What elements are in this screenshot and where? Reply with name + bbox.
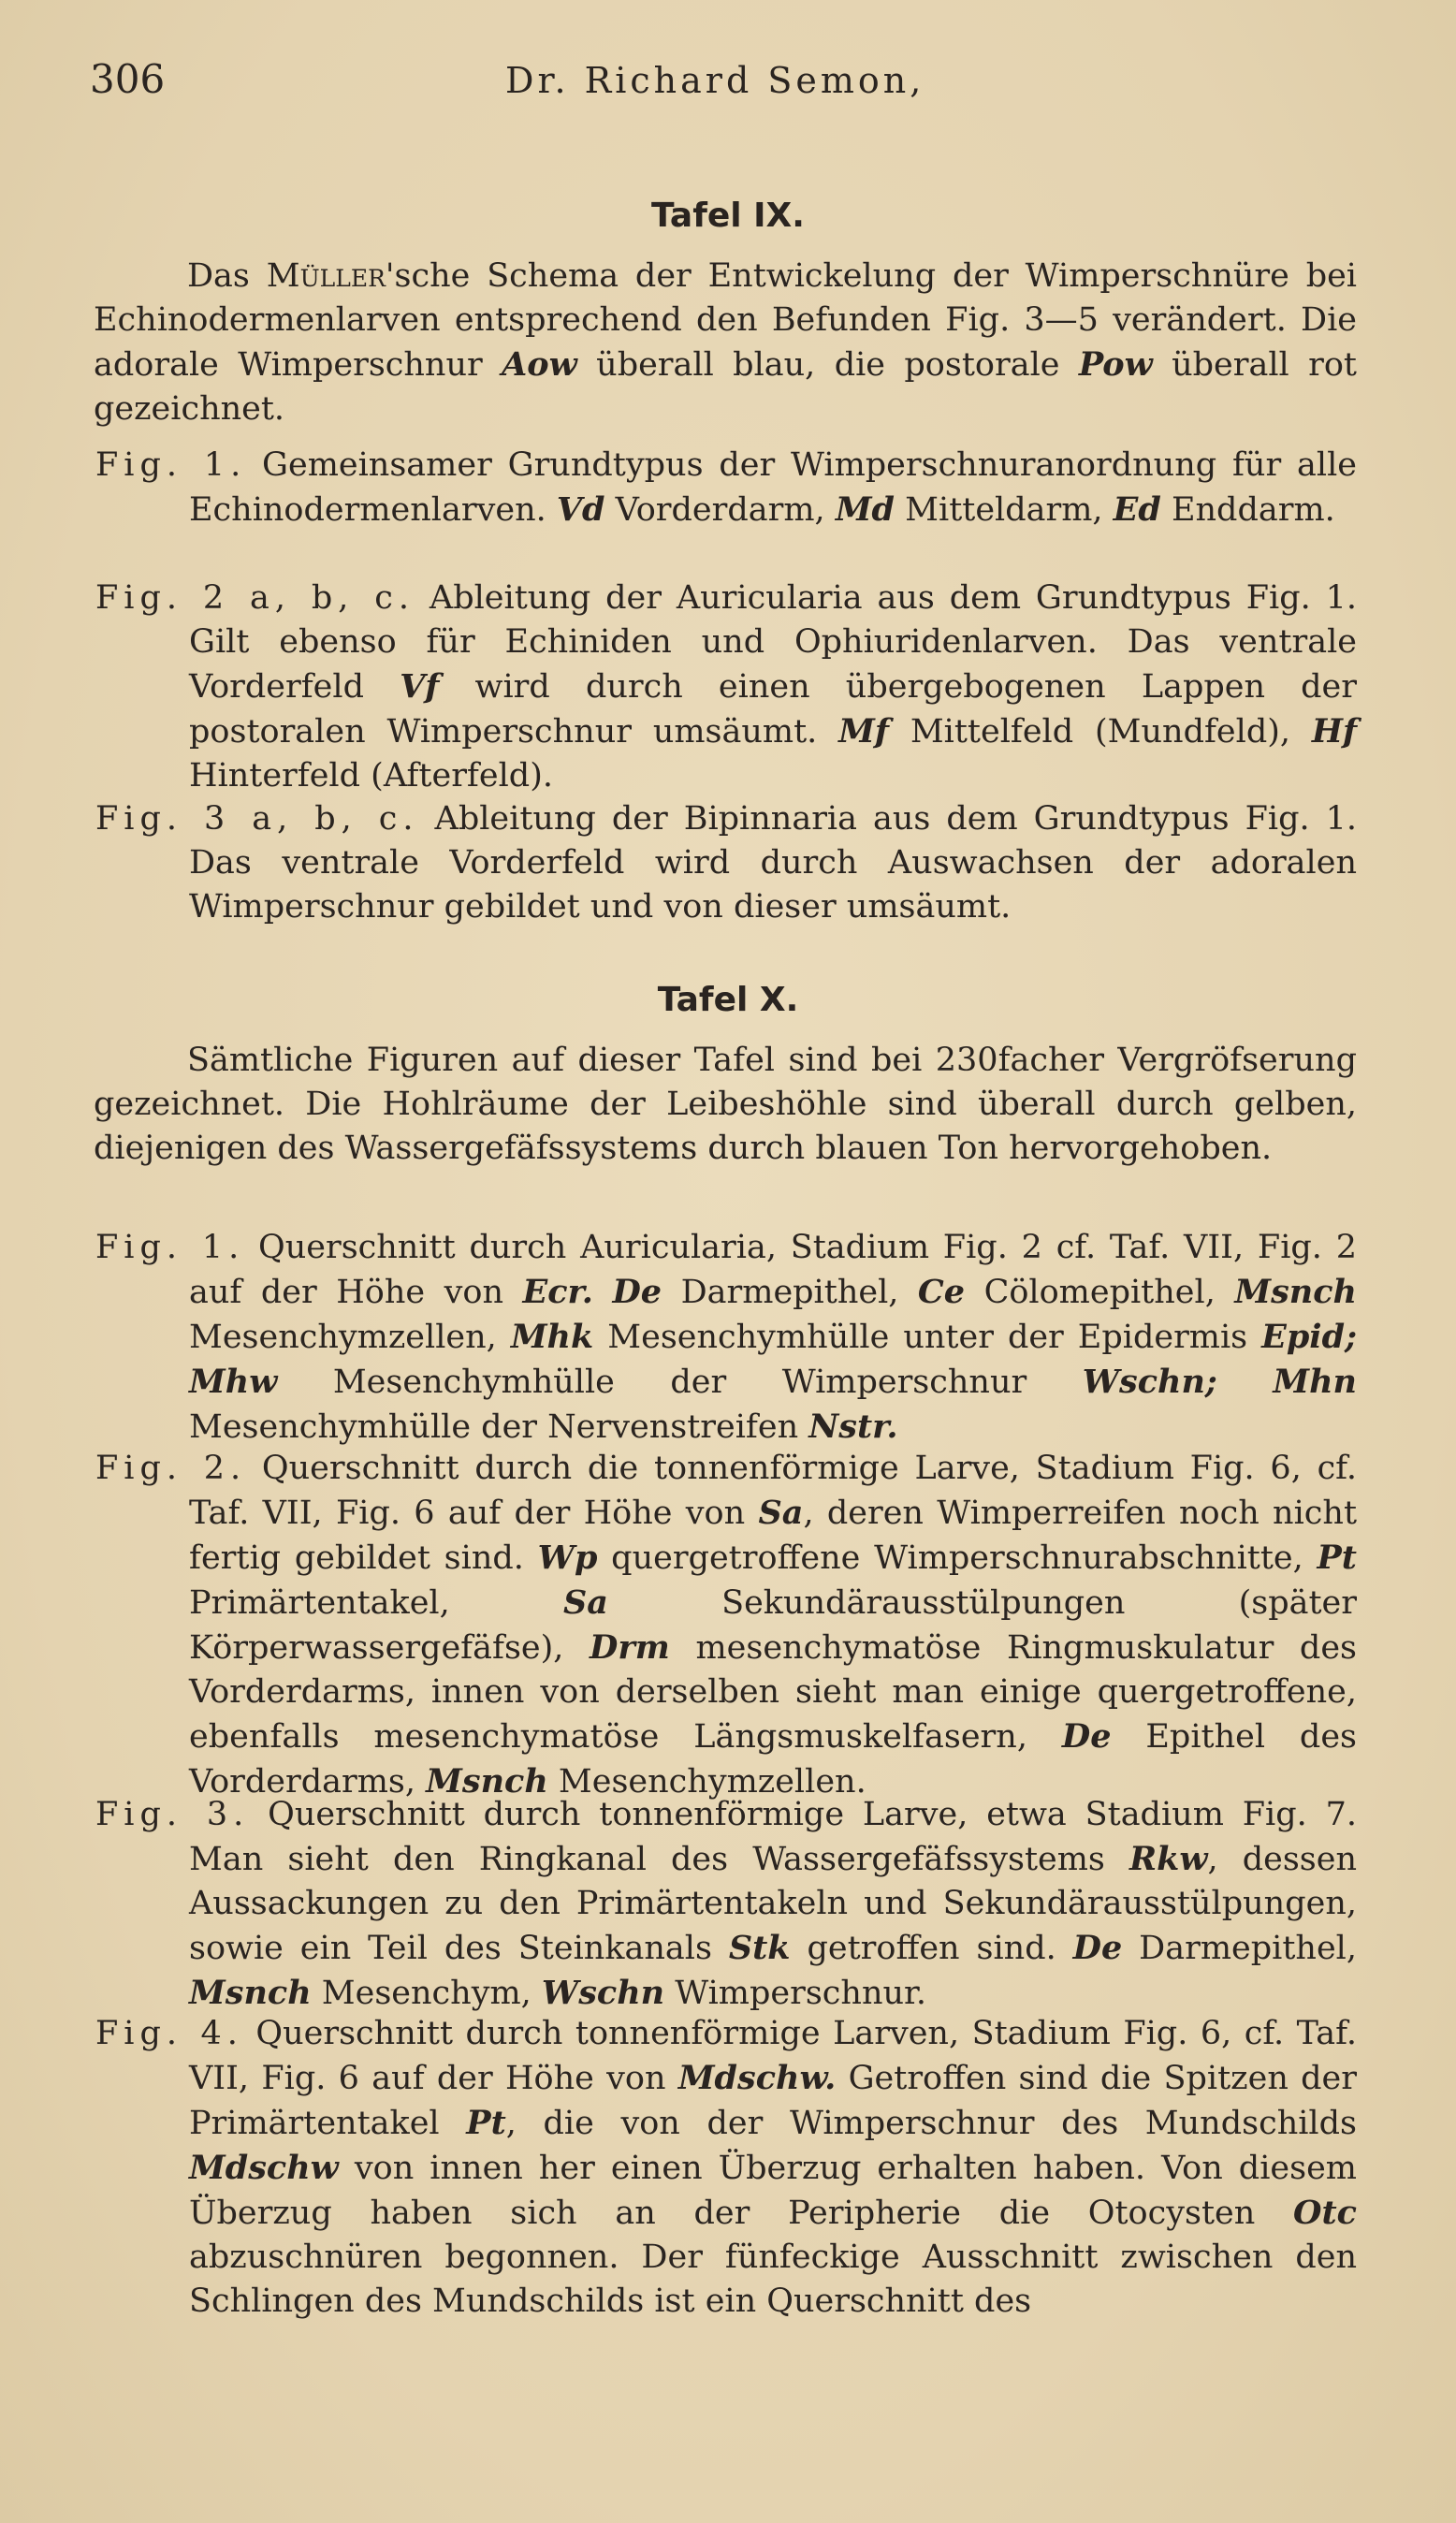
tafel-x-fig-3: Fig. 3. Querschnitt durch tonnenförmige Larve, etwa Stadium Fig. 7. Man sieht den Ringkanal des Wassergefäfssystems Rkw, dessen Aussackungen zu den Primärtentakeln und Sekundärausstülpungen, sowie ein Teil des Steinkanals Stk getroffen sind. De Darmepithel, Msnch Mesenchym, Wschn Wimperschnur. xyxy=(95,1796,1357,2012)
tafel-x-fig-4: Fig. 4. Querschnitt durch tonnenförmige Larven, Stadium Fig. 6, cf. Taf. VII, Fig. 6 auf der Höhe von Mdschw. Getroffen sind die Spitzen der Primärtentakel Pt, die von der Wimperschnur des Mundschilds Mdschw von innen her einen Überzug erhalten haben. Von diesem Überzug haben sich an der Peripherie die Otocysten Otc abzuschnüren begonnen. Der fünfeckige Ausschnitt zwischen den Schlingen des Mundschilds ist ein Querschnitt des xyxy=(95,2015,1358,2320)
tafel-x-intro: Sämtliche Figuren auf dieser Tafel sind bei 230facher Vergröfserung gezeichnet. Die Hohlräume der Leibeshöhle sind überall durch gelben, diejenigen des Wassergefäfssystems durch blauen Ton hervorgehoben. xyxy=(94,1042,1357,1167)
running-title: Dr. Richard Semon, xyxy=(505,60,925,101)
section-title-tafel-ix: Tafel IX. xyxy=(651,197,805,235)
tafel-x-fig-1: Fig. 1. Querschnitt durch Auricularia, Stadium Fig. 2 cf. Taf. VII, Fig. 2 auf der Höhe von Ecr. De Darmepithel, Ce Cölomepithel, Msnch Mesenchymzellen, Mhk Mesenchymhülle unter der Epidermis Epid; Mhw Mesenchymhülle der Wimperschnur Wschn; Mhn Mesenchymhülle der Nervenstreifen Nstr. xyxy=(95,1229,1357,1446)
running-head xyxy=(90,56,1372,122)
page-number: 306 xyxy=(90,56,166,102)
tafel-x-fig-2: Fig. 2. Querschnitt durch die tonnenförmige Larve, Stadium Fig. 6, cf. Taf. VII, Fig. 6 auf der Höhe von Sa, deren Wimperreifen noch nicht fertig gebildet sind. Wp quergetroffene Wimperschnurabschnitte, Pt Primärtentakel, Sa Sekundärausstülpungen (später Körperwassergefäfse), Drm mesenchymatöse Ringmuskulatur des Vorderdarms, innen von derselben sieht man einige quergetroffene, ebenfalls mesenchymatöse Längsmuskelfasern, De Epithel des Vorderdarms, Msnch Mesenchymzellen. xyxy=(95,1450,1358,1801)
tafel-ix-fig-3: Fig. 3 a, b, c. Ableitung der Bipinnaria aus dem Grundtypus Fig. 1. Das ventrale Vorderfeld wird durch Auswachsen der adoralen Wimperschnur gebildet und von dieser umsäumt. xyxy=(95,800,1357,926)
section-title-tafel-x: Tafel X. xyxy=(657,981,799,1019)
tafel-ix-intro: Das Müller'sche Schema der Entwickelung der Wimperschnüre bei Echinodermenlarven entsprechend den Befunden Fig. 3—5 verändert. Die adorale Wimperschnur Aow überall blau, die postorale Pow überall rot gezeichnet. xyxy=(94,257,1358,428)
tafel-ix-fig-2: Fig. 2 a, b, c. Ableitung der Auricularia aus dem Grundtypus Fig. 1. Gilt ebenso für Echiniden und Ophiuridenlarven. Das ventrale Vorderfeld Vf wird durch einen übergebogenen Lappen der postoralen Wimperschnur umsäumt. Mf Mittelfeld (Mundfeld), Hf Hinterfeld (Afterfeld). xyxy=(95,579,1358,795)
tafel-ix-fig-1: Fig. 1. Gemeinsamer Grundtypus der Wimperschnuranordnung für alle Echinodermenlarven. Vd Vorderdarm, Md Mitteldarm, Ed Enddarm. xyxy=(95,446,1357,529)
